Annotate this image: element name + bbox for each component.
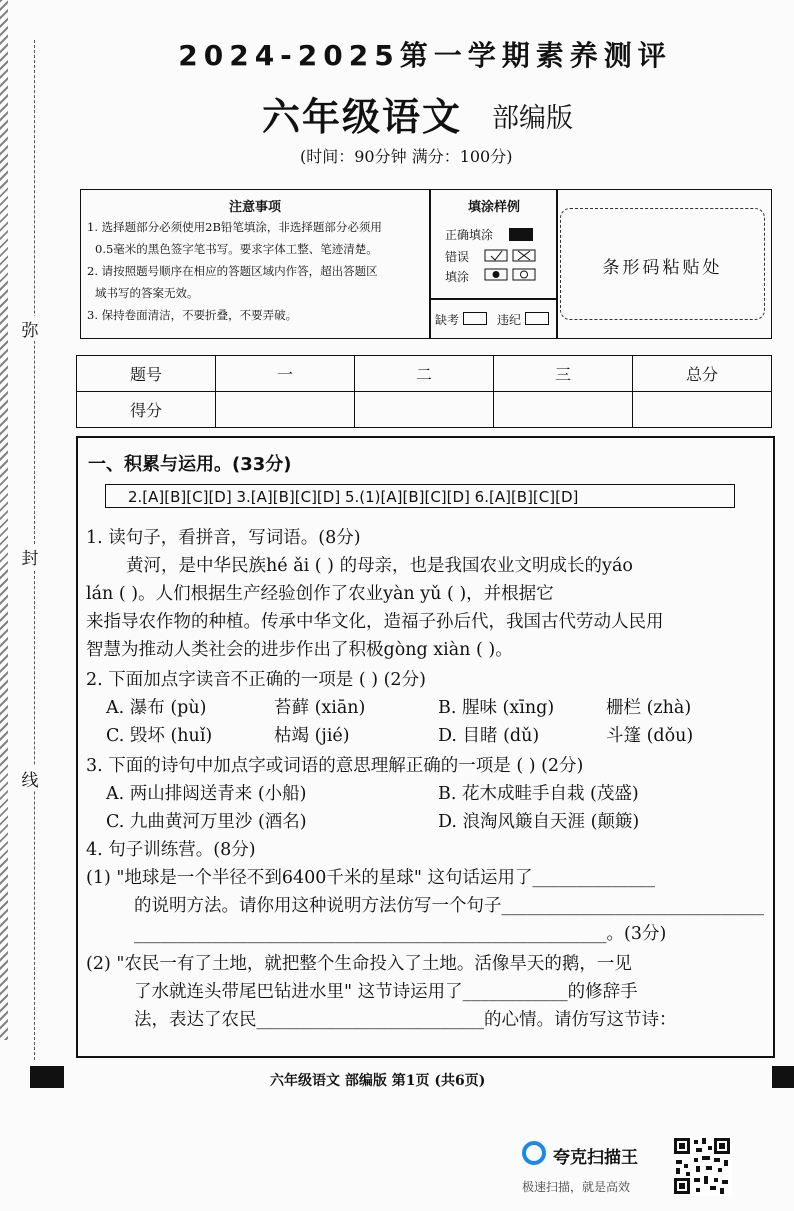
notice-item: 0.5毫米的黑色签字笔书写。要求字体工整、笔迹清楚。 xyxy=(95,242,378,256)
score-table xyxy=(76,355,772,428)
q4-line: 的说明方法。请你用这种说明方法仿写一个句子______________________________ xyxy=(134,896,764,916)
notice-item: 1. 选择题部分必须使用2B铅笔填涂，非选择题部分必须用 xyxy=(87,220,382,234)
q2-option: C. 毁坏 (huǐ) xyxy=(106,726,213,746)
absent-violation-box xyxy=(430,299,558,339)
binding-label-mi: 弥 xyxy=(16,316,44,341)
binding-label-xian: 线 xyxy=(16,766,44,791)
sample-title: 填涂样例 xyxy=(467,200,520,215)
q3-option: D. 浪淘风簸自天涯 (颠簸) xyxy=(438,812,640,832)
page-footer: 六年级语文 部编版 第1页 (共6页) xyxy=(270,1073,486,1089)
q3-option: B. 花木成畦手自栽 (茂盛) xyxy=(438,784,639,804)
time-info: (时间：90分钟 满分：100分) xyxy=(300,147,513,166)
q3-option: C. 九曲黄河万里沙 (酒名) xyxy=(106,812,307,832)
absent-checkbox[interactable] xyxy=(463,312,487,325)
violation-checkbox[interactable] xyxy=(525,312,549,325)
q2-option: B. 腥味 (xīng) xyxy=(438,698,555,718)
correct-fill-mark xyxy=(509,228,533,241)
score-header: 一 xyxy=(216,356,355,392)
fill-sample-box xyxy=(430,189,558,299)
edition-label: 部编版 xyxy=(492,103,573,134)
wrong-fill-label-2: 填涂 xyxy=(445,270,470,284)
subject-title: 六年级语文 xyxy=(262,94,463,139)
score-cell[interactable] xyxy=(355,392,494,428)
section-one-panel xyxy=(76,436,775,1058)
q1-line: 黄河，是中华民族hé ǎi ( ) 的母亲，也是我国农业文明成长的yáo xyxy=(126,556,633,576)
qr-code-icon xyxy=(672,1136,732,1196)
score-cell[interactable] xyxy=(633,392,772,428)
score-header: 二 xyxy=(355,356,494,392)
registration-mark-right xyxy=(772,1066,794,1088)
q2-option: D. 目睹 (dǔ) xyxy=(438,726,540,746)
notice-box xyxy=(80,189,430,339)
q4-line: 法，表达了农民__________________________的心情。请仿写这节诗： xyxy=(134,1010,677,1030)
q2-stem: 2. 下面加点字读音不正确的一项是 ( ) (2分) xyxy=(86,670,426,690)
q1-line: 来指导农作物的种植。传承中华文化，造福子孙后代，我国古代劳动人民用 xyxy=(86,612,664,632)
score-cell[interactable] xyxy=(494,392,633,428)
absent-label: 缺考 xyxy=(435,313,460,327)
q4-line: ______________________________________________________。(3分) xyxy=(134,924,667,944)
q3-option: A. 两山排闼送青来 (小船) xyxy=(106,784,307,804)
score-header: 总分 xyxy=(633,356,772,392)
violation-label: 违纪 xyxy=(497,313,522,327)
barcode-label: 条形码粘贴处 xyxy=(602,258,723,278)
notice-title: 注意事项 xyxy=(228,200,281,215)
notice-item: 2. 请按照题号顺序在相应的答题区域内作答，超出答题区 xyxy=(87,264,378,278)
score-cell[interactable] xyxy=(216,392,355,428)
exam-title: 2024-2025第一学期素养测评 xyxy=(178,39,672,72)
q1-line: 智慧为推动人类社会的进步作出了积极gòng xiàn ( )。 xyxy=(86,640,513,660)
wrong-fill-marks xyxy=(483,248,543,284)
binding-label-feng: 封 xyxy=(16,544,44,569)
left-edge-perforation xyxy=(0,0,8,1040)
registration-mark-left xyxy=(30,1066,64,1088)
q4-line: 了水就连头带尾巴钻进水里" 这节诗运用了____________的修辞手 xyxy=(134,982,638,1002)
q2-option: A. 瀑布 (pù) xyxy=(106,698,207,718)
q4-line: (2) "农民一有了土地，就把整个生命投入了土地。活像旱天的鹅，一见 xyxy=(86,954,632,974)
watermark-slogan: 极速扫描，就是高效 xyxy=(522,1180,631,1194)
q2-option: 枯竭 (jié) xyxy=(274,726,350,746)
correct-fill-label: 正确填涂 xyxy=(445,228,494,242)
score-header: 三 xyxy=(494,356,633,392)
q1-stem: 1. 读句子，看拼音，写词语。(8分) xyxy=(86,528,361,548)
wrong-fill-label-1: 错误 xyxy=(445,250,470,264)
notice-item: 域书写的答案无效。 xyxy=(95,286,199,300)
score-row-label: 得分 xyxy=(77,392,216,428)
answer-bubble-bar[interactable]: 2.[A][B][C][D] 3.[A][B][C][D] 5.(1)[A][B][C][D] 6.[A][B][C][D] xyxy=(105,484,735,508)
q2-option: 苔藓 (xiān) xyxy=(274,698,366,718)
q4-line: (1) "地球是一个半径不到6400千米的星球" 这句话运用了______________ xyxy=(86,868,656,888)
q2-option: 栅栏 (zhà) xyxy=(606,698,692,718)
section-heading: 一、积累与运用。(33分) xyxy=(88,454,292,475)
q1-line: lán ( )。人们根据生产经验创作了农业yàn yǔ ( )，并根据它 xyxy=(86,584,554,604)
notice-item: 3. 保持卷面清洁，不要折叠，不要弄破。 xyxy=(87,308,298,322)
watermark-name: 夸克扫描王 xyxy=(553,1148,638,1168)
q3-stem: 3. 下面的诗句中加点字或词语的意思理解正确的一项是 ( ) (2分) xyxy=(86,756,584,776)
barcode-area xyxy=(560,208,765,320)
quark-logo-icon xyxy=(522,1141,546,1165)
score-header: 题号 xyxy=(77,356,216,392)
q4-stem: 4. 句子训练营。(8分) xyxy=(86,840,256,860)
q2-option: 斗篷 (dǒu) xyxy=(606,726,694,746)
